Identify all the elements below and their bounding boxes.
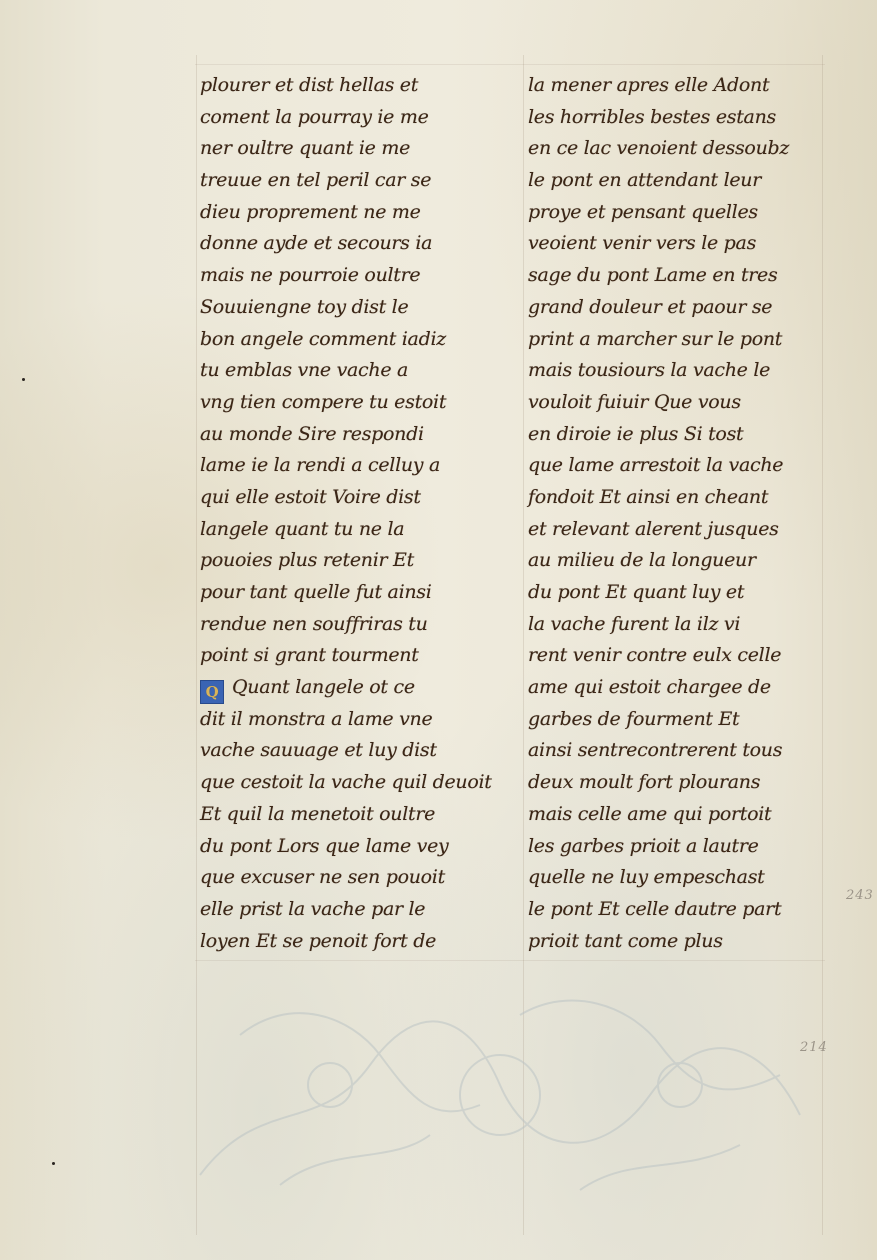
text-line: donne ayde et secours ia (200, 232, 433, 255)
text-line: vouloit fuiuir Que vous (528, 390, 741, 413)
text-line: la mener apres elle Adont (528, 74, 770, 96)
text-line: vache sauuage et luy dist (200, 739, 437, 762)
text-line: les garbes prioit a lautre (528, 834, 759, 857)
text-line: pouoies plus retenir Et (200, 549, 414, 572)
text-line: lame ie la rendi a celluy a (200, 454, 440, 477)
text-line: Souuiengne toy dist le (200, 295, 409, 318)
text-line: tu emblas vne vache a (200, 359, 409, 382)
text-line: que cestoit la vache quil deuoit (200, 771, 492, 794)
text-line: ainsi sentrecontrerent tous (528, 739, 783, 762)
text-line: print a marcher sur le pont (528, 327, 783, 350)
ink-dot (22, 378, 25, 381)
text-line: loyen Et se penoit fort de (200, 929, 437, 952)
text-line: la vache furent la ilz vi (528, 612, 741, 635)
text-line: coment la pourray ie me (200, 105, 429, 128)
text-line: prioit tant come plus (528, 929, 723, 952)
margin-note: 243 (846, 888, 874, 903)
text-line: et relevant alerent jusques (528, 517, 779, 540)
text-line: point si grant tourment (200, 644, 419, 667)
text-line: que excuser ne sen pouoit (200, 866, 445, 889)
text-line: dit il monstra a lame vne (200, 707, 433, 730)
text-line: deux moult fort plourans (528, 771, 761, 794)
text-line: garbes de fourment Et (528, 707, 740, 730)
text-line: le pont Et celle dautre part (528, 897, 782, 920)
text-line: veoient venir vers le pas (528, 232, 757, 255)
illuminated-initial: Q (200, 680, 224, 704)
text-line: au milieu de la longueur (528, 549, 756, 572)
ink-dot (52, 1162, 55, 1165)
text-line: rent venir contre eulx celle (528, 644, 782, 667)
text-line: Et quil la menetoit oultre (200, 802, 436, 825)
text-line: pour tant quelle fut ainsi (200, 581, 432, 603)
text-line: sage du pont Lame en tres (528, 264, 778, 287)
text-line: mais tousiours la vache le (528, 359, 771, 382)
text-line: ner oultre quant ie me (200, 137, 411, 160)
ruling-line (195, 64, 825, 65)
text-line: bon angele comment iadiz (200, 327, 446, 350)
text-line: grand douleur et paour se (528, 295, 773, 318)
text-column-left (200, 70, 495, 957)
text-line: rendue nen souffriras tu (200, 612, 428, 635)
text-line: vng tien compere tu estoit (200, 390, 447, 413)
text-line-with-initial (200, 672, 495, 704)
text-column-right (528, 70, 823, 957)
text-line: treuue en tel peril car se (200, 169, 432, 192)
text-line: le pont en attendant leur (528, 169, 762, 192)
text-line: en diroie ie plus Si tost (528, 422, 744, 445)
text-line: quelle ne luy empeschast (528, 866, 765, 889)
text-line: proye et pensant quelles (528, 200, 758, 223)
ruling-line (195, 960, 825, 961)
text-line: plourer et dist hellas et (200, 74, 419, 96)
text-line: qui elle estoit Voire dist (200, 485, 421, 508)
text-line: ame qui estoit chargee de (528, 676, 771, 699)
text-line: fondoit Et ainsi en cheant (528, 485, 769, 508)
text-line: que lame arrestoit la vache (528, 454, 784, 477)
margin-note: 214 (800, 1040, 828, 1055)
text-line: en ce lac venoient dessoubz (528, 137, 790, 160)
text-line: Quant langele ot ce (232, 676, 415, 699)
text-line: dieu proprement ne me (200, 200, 421, 223)
text-line: langele quant tu ne la (200, 517, 405, 540)
text-line: du pont Et quant luy et (528, 581, 745, 603)
show-through-flourish (180, 975, 820, 1205)
text-line: mais celle ame qui portoit (528, 802, 772, 825)
text-line: au monde Sire respondi (200, 422, 424, 445)
text-line: les horribles bestes estans (528, 105, 776, 128)
text-line: mais ne pourroie oultre (200, 264, 421, 287)
text-line: elle prist la vache par le (200, 897, 426, 920)
text-line: du pont Lors que lame vey (200, 834, 449, 857)
